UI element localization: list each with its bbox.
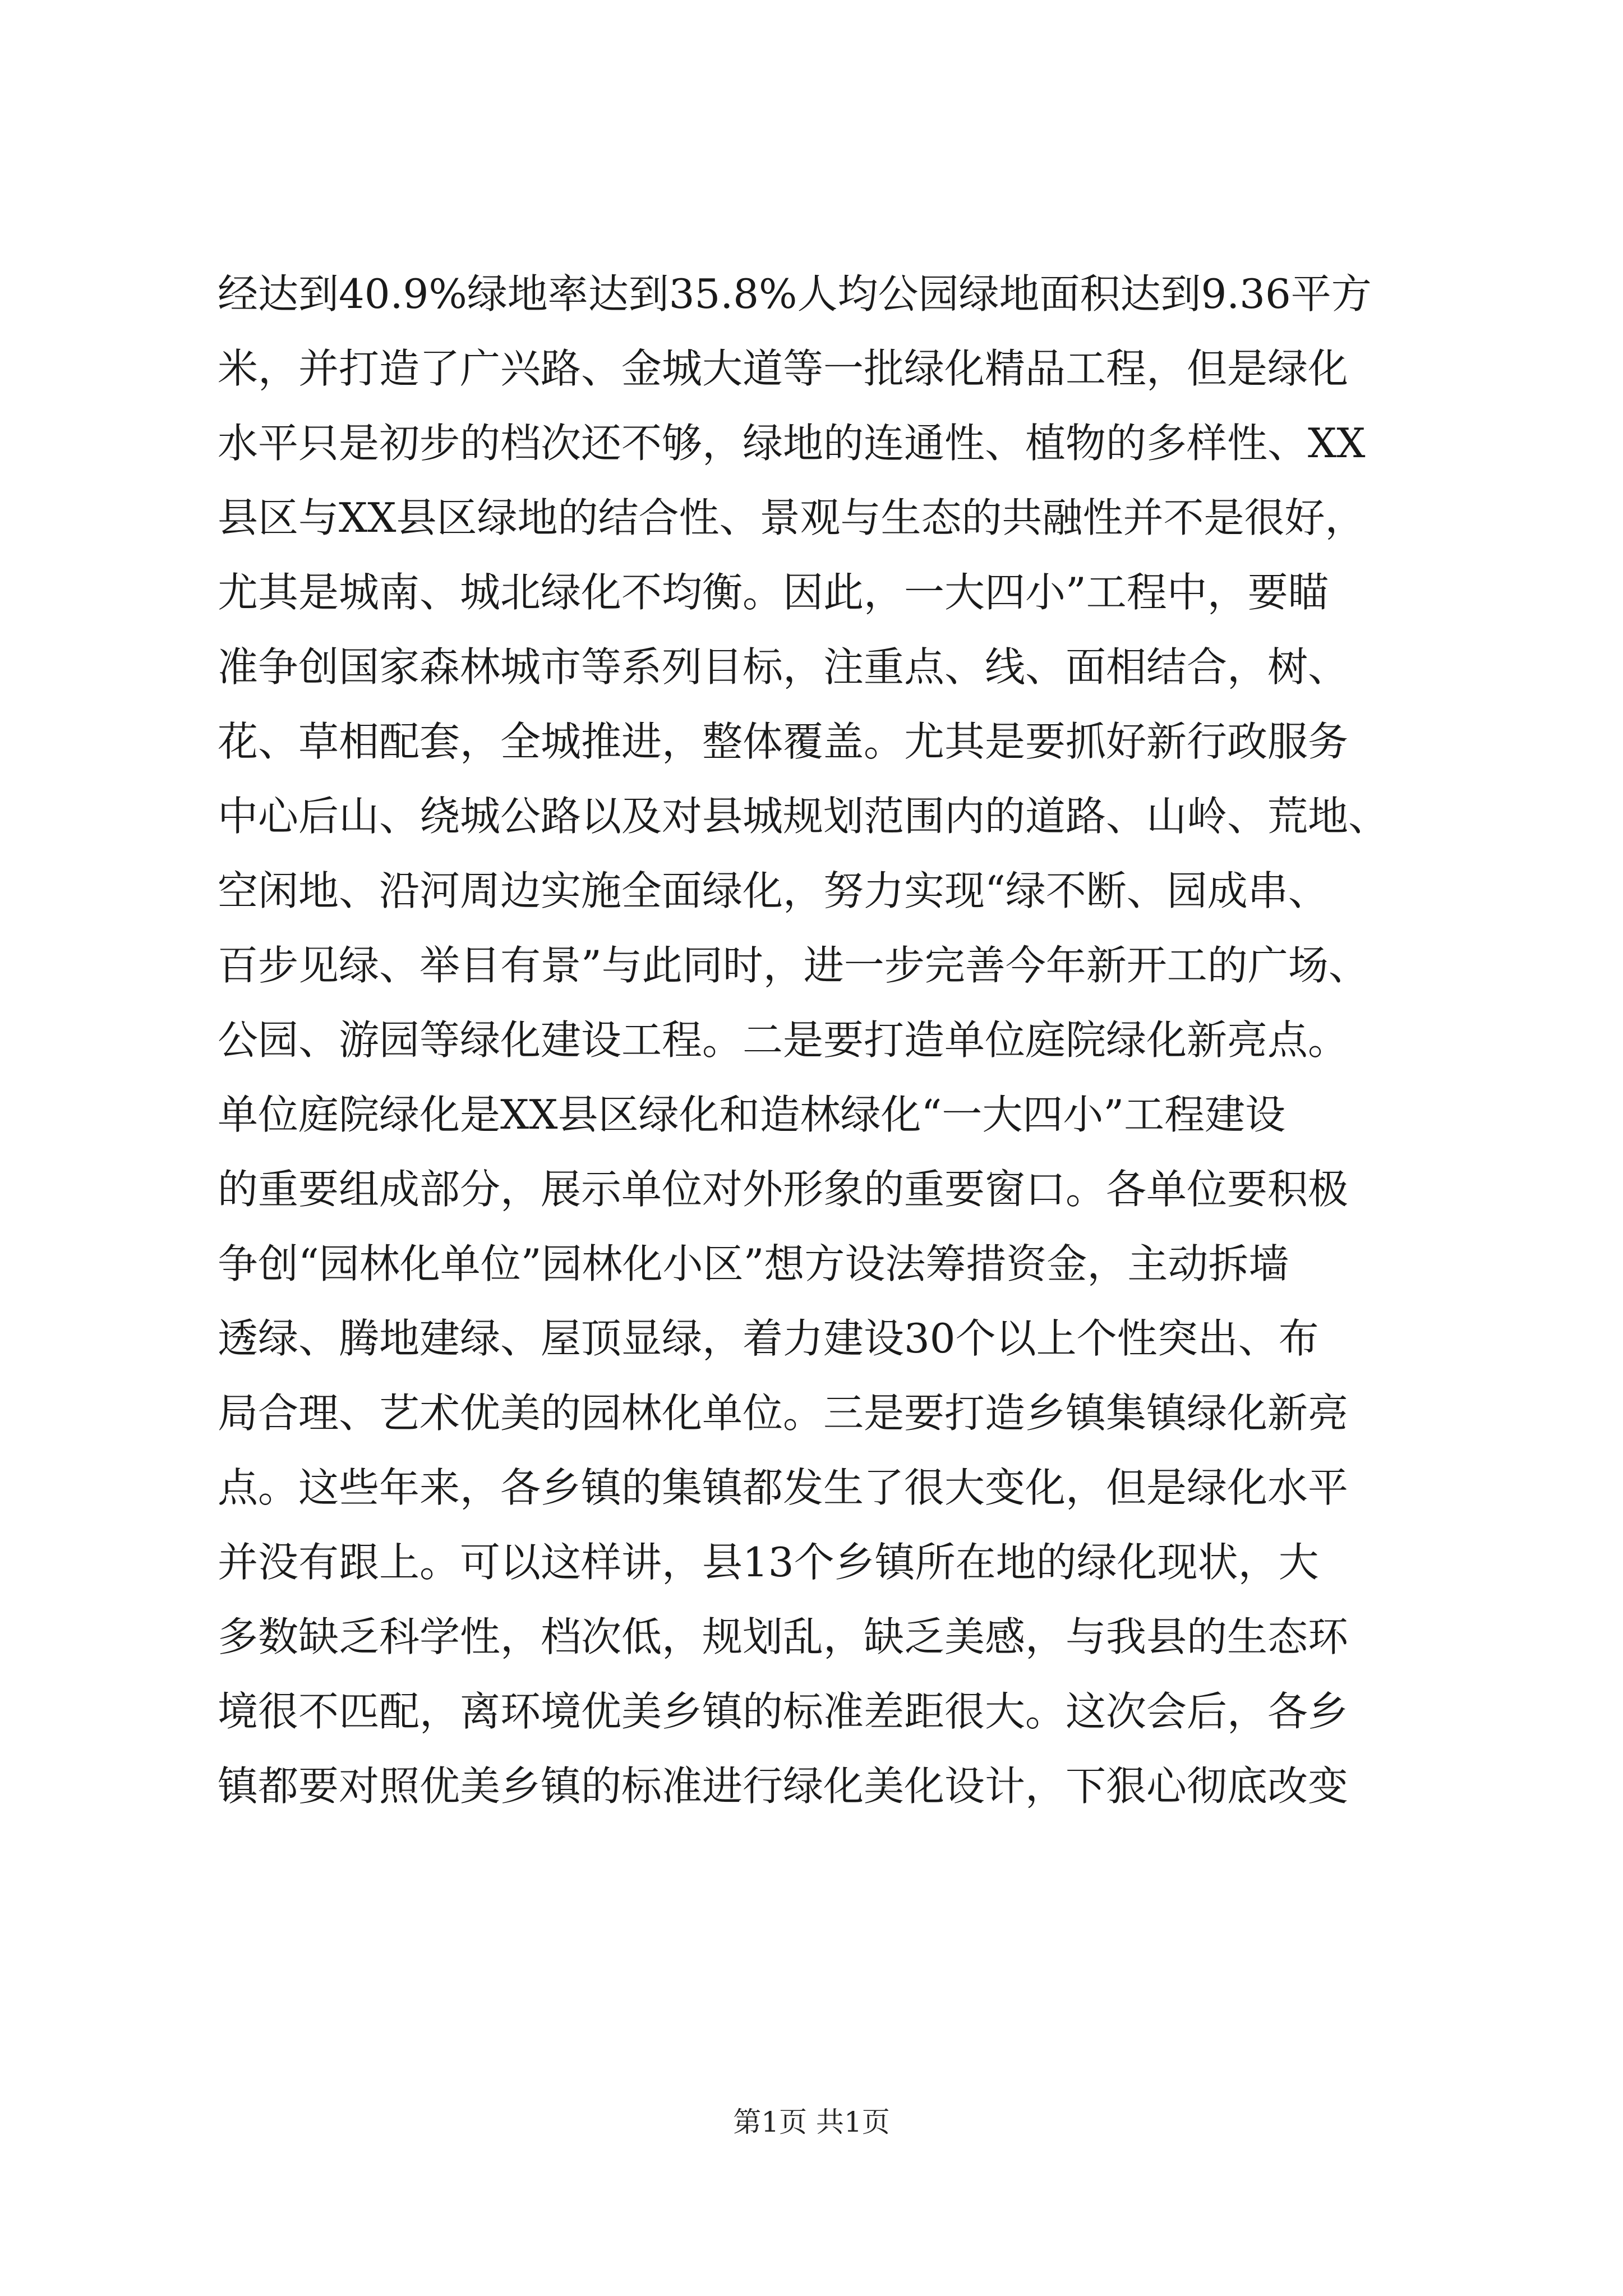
text-line: 透绿、腾地建绿、屋顶显绿，着力建设30个以上个性突出、布 [218,1315,1319,1362]
text-line: 水平只是初步的档次还不够，绿地的连通性、植物的多样性、XX [218,420,1366,467]
text-line: 多数缺乏科学性，档次低，规划乱，缺乏美感，与我县的生态环 [218,1613,1349,1660]
text-line: 空闲地、沿河周边实施全面绿化，努力实现“绿不断、园成串、 [218,867,1329,914]
text-line: 尤其是城南、城北绿化不均衡。因此，一大四小”工程中，要瞄 [218,569,1329,616]
text-line: 点。这些年来，各乡镇的集镇都发生了很大变化，但是绿化水平 [218,1464,1349,1511]
text-line: 花、草相配套，全城推进，整体覆盖。尤其是要抓好新行政服务 [218,718,1349,765]
text-line: 镇都要对照优美乡镇的标准进行绿化美化设计，下狠心彻底改变 [218,1763,1349,1810]
text-line: 百步见绿、举目有景”与此同时，进一步完善今年新开工的广场、 [218,942,1369,989]
text-line: 公园、游园等绿化建设工程。二是要打造单位庭院绿化新亮点。 [218,1016,1349,1064]
text-line: 经达到40.9%绿地率达到35.8%人均公园绿地面积达到9.36平方 [218,270,1372,318]
text-line: 并没有跟上。可以这样讲，县13个乡镇所在地的绿化现状，大 [218,1539,1319,1586]
text-line: 米，并打造了广兴路、金城大道等一批绿化精品工程，但是绿化 [218,345,1349,392]
text-line: 中心后山、绕城公路以及对县城规划范围内的道路、山岭、荒地、 [218,793,1389,840]
text-line: 县区与XX县区绿地的结合性、景观与生态的共融性并不是很好， [218,494,1366,541]
body-paragraph [218,257,1418,1824]
text-line: 局合理、艺术优美的园林化单位。三是要打造乡镇集镇绿化新亮 [218,1389,1349,1437]
page-number-footer: 第1页 共1页 [733,2106,890,2138]
text-line: 争创“园林化单位”园林化小区”想方设法筹措资金，主动拆墙 [218,1240,1289,1287]
text-line: 的重要组成部分，展示单位对外形象的重要窗口。各单位要积极 [218,1166,1349,1213]
text-line: 准争创国家森林城市等系列目标，注重点、线、面相结合，树、 [218,643,1349,691]
text-line: 单位庭院绿化是XX县区绿化和造林绿化“一大四小”工程建设 [218,1091,1286,1138]
text-line: 境很不匹配，离环境优美乡镇的标准差距很大。这次会后，各乡 [218,1688,1349,1735]
